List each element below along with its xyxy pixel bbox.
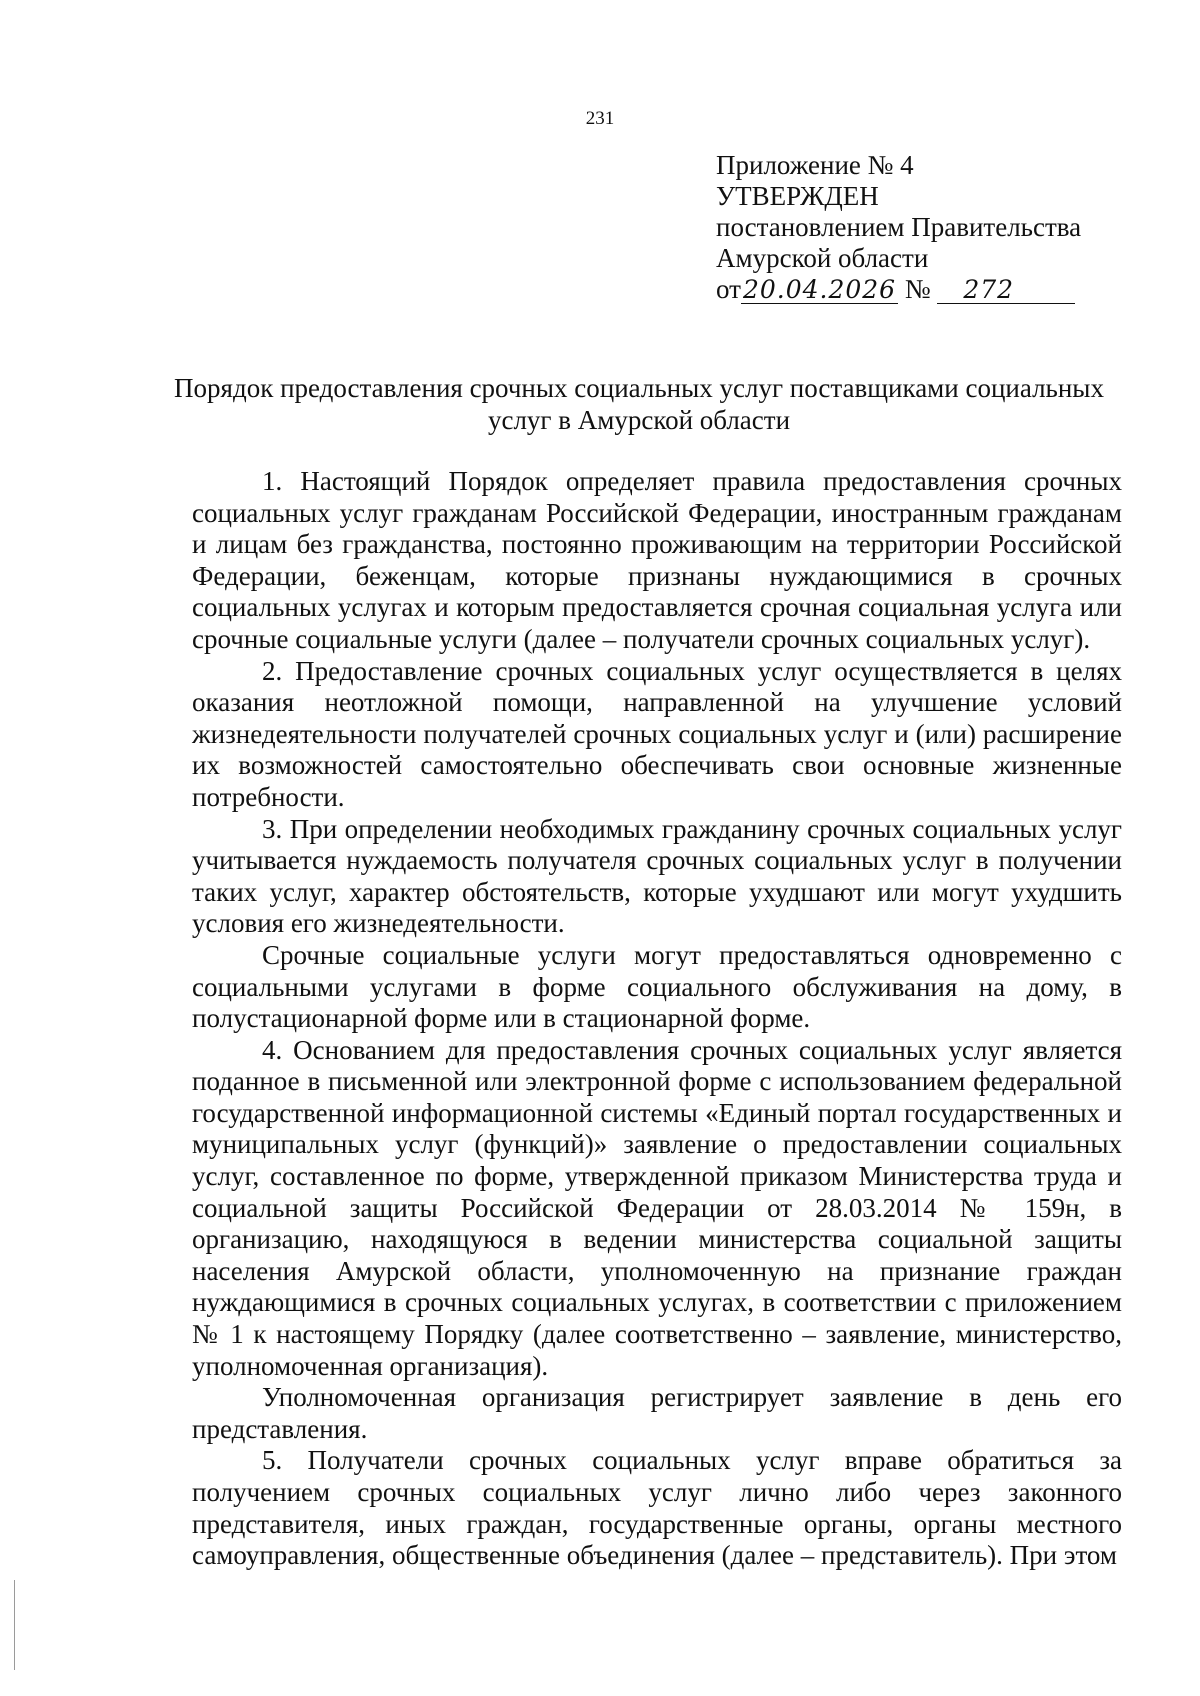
handwritten-number: 272 xyxy=(937,277,1075,304)
paragraph-4-continued: Уполномоченная организация регистрирует заявление в день его представления. xyxy=(192,1382,1122,1444)
paragraph-4: 4. Основанием для предоставления срочных социальных услуг является поданное в письменной или электронной форме с использованием федеральной государственной информационной системы «Единый портал государственных и муниципальных услуг (функций)» заявление о предоставлении социальных услуг, составленное по форме, утвержденной приказом Министерства труда и социальной защиты Российской Федерации от 28.03.2014 № 159н, в организацию, находящуюся в ведении министерства социальной защиты населения Амурской области, уполномоченную на признание граждан нуждающимися в срочных социальных услугах, в соответствии с приложением № 1 к настоящему Порядку (далее соответственно – заявление, министерство, уполномоченная организация). xyxy=(192,1034,1122,1381)
decree-date-number-line xyxy=(716,274,1156,305)
document-body xyxy=(192,466,1122,1572)
paragraph-3-continued: Срочные социальные услуги могут предоставляться одновременно с социальными услугами в форме социального обслуживания на дому, в полустационарной форме или в стационарной форме. xyxy=(192,939,1122,1034)
approved-by-line-2: Амурской области xyxy=(716,243,929,273)
paragraph-3: 3. При определении необходимых гражданину срочных социальных услуг учитывается нуждаемость получателя срочных социальных услуг в получении таких услуг, характер обстоятельств, которые ухудшают или могут ухудшить условия его жизнедеятельности. xyxy=(192,813,1122,939)
number-prefix: № xyxy=(904,274,931,304)
paragraph-1: 1. Настоящий Порядок определяет правила предоставления срочных социальных услуг гражданам Российской Федерации, иностранным гражданам и лицам без гражданства, постоянно проживающим на территории Российской Федерации, беженцам, которые признаны нуждающимися в срочных социальных услугах и которым предоставляется срочная социальная услуга или срочные социальные услуги (далее – получатели срочных социальных услуг). xyxy=(192,466,1122,654)
page-number: 231 xyxy=(585,108,615,129)
scan-margin-mark xyxy=(14,1580,15,1670)
paragraph-2: 2. Предоставление срочных социальных услуг осуществляется в целях оказания неотложной помощи, направленной на улучшение условий жизнедеятельности получателей срочных социальных услуг и (или) расширение их возможностей самостоятельно обеспечивать свои основные жизненные потребности. xyxy=(192,655,1122,812)
approved-label: УТВЕРЖДЕН xyxy=(716,181,879,211)
approved-by-line-1: постановлением Правительства xyxy=(716,212,1082,242)
document-title: Порядок предоставления срочных социальных услуг поставщиками социальных услуг в Амурской области xyxy=(174,373,1104,435)
approval-stamp-block xyxy=(716,150,1156,305)
appendix-label: Приложение № 4 xyxy=(716,150,914,180)
date-prefix: от xyxy=(716,274,741,304)
handwritten-date: 20.04.2026 xyxy=(742,275,897,304)
paragraph-5: 5. Получатели срочных социальных услуг вправе обратиться за получением срочных социальных услуг лично либо через законного представителя, иных граждан, государственные органы, органы местного самоуправления, общественные объединения (далее – представитель). При этом xyxy=(192,1445,1122,1571)
